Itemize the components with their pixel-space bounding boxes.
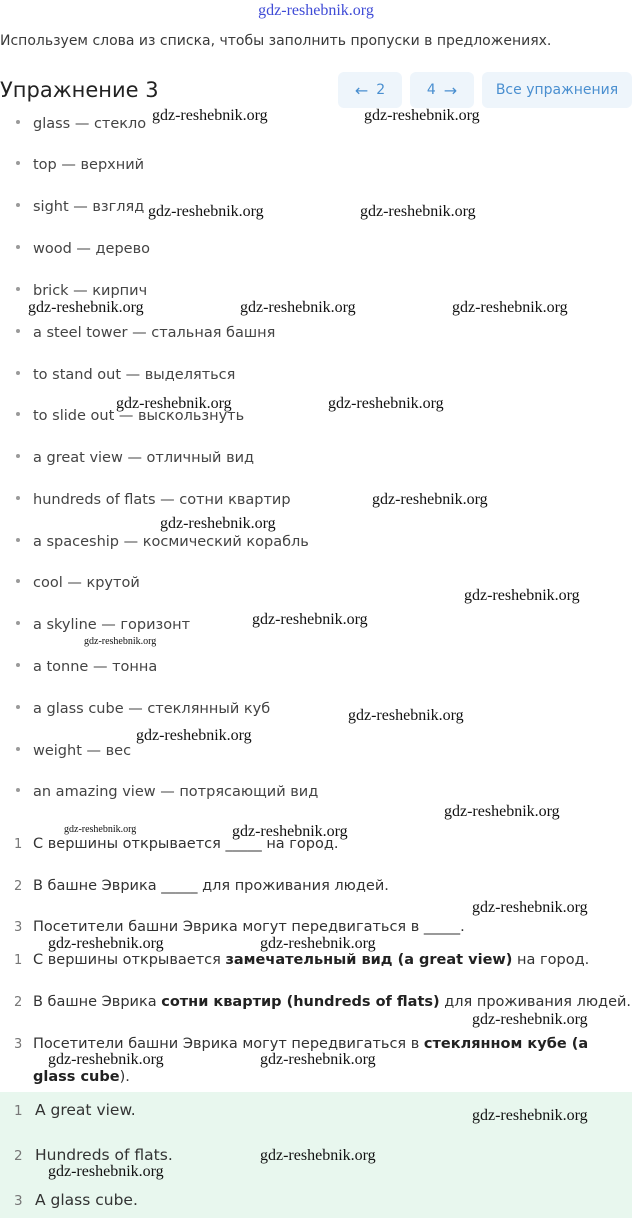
- watermark: gdz-reshebnik.org: [260, 935, 376, 952]
- filled-text-before: Посетители башни Эврика могут передвигаться в: [33, 1036, 424, 1052]
- bullet-icon: [16, 538, 20, 542]
- bullet-icon: [16, 621, 20, 625]
- filled-answer: замечательный вид (a great view): [225, 952, 513, 968]
- vocab-text: to stand out — выделяться: [33, 367, 236, 383]
- vocab-text: a glass cube — стеклянный куб: [33, 701, 271, 717]
- watermark: gdz-reshebnik.org: [260, 1051, 376, 1068]
- page-title: Упражнение 3: [0, 78, 159, 102]
- filled-answer-continued: glass cube: [33, 1069, 120, 1085]
- list-item: [16, 743, 131, 759]
- list-item: [16, 492, 291, 508]
- vocab-text: brick — кирпич: [33, 283, 148, 299]
- bullet-icon: [16, 412, 20, 416]
- arrow-right-icon: →: [443, 80, 458, 100]
- vocab-text: a tonne — тонна: [33, 659, 158, 675]
- bullet-icon: [16, 203, 20, 207]
- question-text: В башне Эврика _____ для проживания людей.: [33, 878, 389, 894]
- list-item: [16, 367, 235, 383]
- answer-number: 2: [14, 1148, 23, 1164]
- filled-item: [14, 1036, 588, 1052]
- watermark: gdz-reshebnik.org: [464, 587, 580, 604]
- vocab-text: cool — крутой: [33, 575, 140, 591]
- vocab-text: glass — стекло: [33, 116, 147, 132]
- filled-text-before: В башне Эврика: [33, 994, 162, 1010]
- filled-number: 2: [14, 995, 23, 1010]
- watermark: gdz-reshebnik.org: [64, 824, 137, 835]
- bullet-icon: [16, 747, 20, 751]
- watermark: gdz-reshebnik.org: [472, 1011, 588, 1028]
- watermark: gdz-reshebnik.org: [348, 707, 464, 724]
- next-exercise-button[interactable]: [410, 72, 474, 108]
- list-item: [16, 116, 146, 132]
- watermark: gdz-reshebnik.org: [372, 491, 488, 508]
- list-item: [16, 575, 140, 591]
- vocab-text: weight — вес: [33, 743, 132, 759]
- bullet-icon: [16, 705, 20, 709]
- vocab-text: an amazing view — потрясающий вид: [33, 784, 319, 800]
- question-number: 3: [14, 920, 23, 935]
- watermark: gdz-reshebnik.org: [328, 395, 444, 412]
- watermark: gdz-reshebnik.org: [472, 1107, 588, 1124]
- arrow-left-icon: ←: [354, 80, 369, 100]
- watermark: gdz-reshebnik.org: [152, 107, 268, 124]
- question-text: С вершины открывается _____ на город.: [33, 836, 339, 852]
- watermark: gdz-reshebnik.org: [48, 935, 164, 952]
- list-item: [16, 325, 275, 341]
- bullet-icon: [16, 329, 20, 333]
- filled-text-after: на город.: [512, 952, 590, 968]
- watermark: gdz-reshebnik.org: [472, 899, 588, 916]
- question-item: [14, 878, 389, 894]
- bullet-icon: [16, 454, 20, 458]
- list-item: [16, 659, 157, 675]
- answer-number: 3: [14, 1193, 23, 1209]
- question-number: 2: [14, 879, 23, 894]
- vocab-text: a skyline — горизонт: [33, 617, 191, 633]
- watermark: gdz-reshebnik.org: [452, 299, 568, 316]
- filled-item-continued: [33, 1069, 130, 1085]
- watermark: gdz-reshebnik.org: [232, 823, 348, 840]
- all-exercises-button[interactable]: [482, 72, 632, 108]
- vocab-text: top — верхний: [33, 157, 145, 173]
- filled-answer: стеклянном кубе (a: [423, 1036, 589, 1052]
- watermark: gdz-reshebnik.org: [116, 395, 232, 412]
- answer-text: Hundreds of flats.: [35, 1146, 173, 1164]
- top-watermark: gdz-reshebnik.org: [258, 2, 374, 19]
- prev-exercise-button[interactable]: [338, 72, 402, 108]
- vocab-text: wood — дерево: [33, 241, 151, 257]
- prev-exercise-label: 2: [376, 82, 386, 98]
- list-item: [16, 241, 150, 257]
- watermark: gdz-reshebnik.org: [240, 299, 356, 316]
- filled-answer: сотни квартир (hundreds of flats): [161, 994, 440, 1010]
- bullet-icon: [16, 579, 20, 583]
- vocab-text: a great view — отличный вид: [33, 450, 255, 466]
- answer-item: [14, 1191, 138, 1209]
- answer-item: [14, 1146, 173, 1164]
- question-item: [14, 919, 465, 935]
- watermark: gdz-reshebnik.org: [48, 1051, 164, 1068]
- list-item: [16, 157, 144, 173]
- bullet-icon: [16, 496, 20, 500]
- all-exercises-label: Все упражнения: [495, 82, 619, 98]
- watermark: gdz-reshebnik.org: [160, 515, 276, 532]
- vocab-text: a spaceship — космический корабль: [33, 534, 309, 550]
- list-item: [16, 701, 270, 717]
- question-text: Посетители башни Эврика могут передвигаться в _____.: [33, 919, 465, 935]
- bullet-icon: [16, 161, 20, 165]
- intro-text: Используем слова из списка, чтобы заполнить пропуски в предложениях.: [0, 33, 552, 49]
- watermark: gdz-reshebnik.org: [48, 1163, 164, 1180]
- vocab-text: sight — взгляд: [33, 199, 145, 215]
- list-item: [16, 283, 147, 299]
- list-item: [16, 534, 309, 550]
- list-item: [16, 199, 144, 215]
- filled-item: [14, 994, 631, 1010]
- answer-text: A glass cube.: [35, 1191, 138, 1209]
- list-item: [16, 784, 318, 800]
- bullet-icon: [16, 371, 20, 375]
- vocab-text: to slide out — выскользнуть: [33, 408, 245, 424]
- list-item: [16, 617, 190, 633]
- watermark: gdz-reshebnik.org: [360, 203, 476, 220]
- answer-number: 1: [14, 1103, 23, 1119]
- filled-text-after: ).: [119, 1069, 130, 1085]
- answer-text: A great view.: [35, 1101, 136, 1119]
- watermark: gdz-reshebnik.org: [84, 636, 157, 647]
- list-item: [16, 450, 254, 466]
- bullet-icon: [16, 120, 20, 124]
- watermark: gdz-reshebnik.org: [364, 107, 480, 124]
- watermark: gdz-reshebnik.org: [252, 611, 368, 628]
- next-exercise-label: 4: [426, 82, 436, 98]
- watermark: gdz-reshebnik.org: [260, 1147, 376, 1164]
- vocab-text: a steel tower — стальная башня: [33, 325, 276, 341]
- bullet-icon: [16, 245, 20, 249]
- watermark: gdz-reshebnik.org: [136, 727, 252, 744]
- watermark: gdz-reshebnik.org: [444, 803, 560, 820]
- filled-text-after: для проживания людей.: [439, 994, 632, 1010]
- answer-item: [14, 1101, 136, 1119]
- watermark: gdz-reshebnik.org: [148, 203, 264, 220]
- filled-item: [14, 952, 589, 968]
- bullet-icon: [16, 287, 20, 291]
- bullet-icon: [16, 788, 20, 792]
- filled-number: 1: [14, 953, 23, 968]
- bullet-icon: [16, 663, 20, 667]
- question-number: 1: [14, 837, 23, 852]
- watermark: gdz-reshebnik.org: [28, 299, 144, 316]
- filled-text-before: С вершины открывается: [33, 952, 226, 968]
- filled-number: 3: [14, 1037, 23, 1052]
- vocab-text: hundreds of flats — сотни квартир: [33, 492, 291, 508]
